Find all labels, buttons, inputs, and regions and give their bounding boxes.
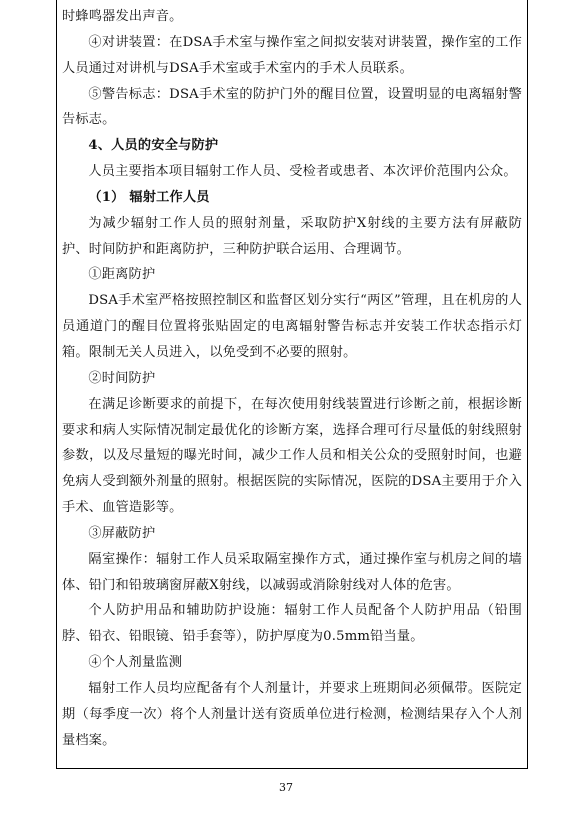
- section-heading-personnel-safety: 4、人员的安全与防护: [88, 138, 219, 154]
- paragraph-personnel-scope: 人员主要指本项目辐射工作人员、受检者或患者、本次评价范围内公众。: [88, 164, 517, 180]
- paragraph-warning-sign: ⑤警告标志：DSA手术室的防护门外的醒目位置，设置明显的电离辐射警告标志。: [62, 86, 522, 128]
- paragraph-personal-protective-equipment: 个人防护用品和辅助防护设施：辐射工作人员配备个人防护用品（铅围脖、铅衣、铅眼镜、铅手套等），防护厚度为0.5mm铅当量。: [62, 603, 522, 645]
- paragraph-protection-methods: 为减少辐射工作人员的照射剂量，采取防护X射线的主要方法有屏蔽防护、时间防护和距离防护，三种防护联合运用、合理调节。: [62, 215, 522, 257]
- item-heading-time-protection: ②时间防护: [88, 370, 156, 386]
- item-heading-dose-monitoring: ④个人剂量监测: [88, 655, 183, 671]
- item-heading-shielding-protection: ③屏蔽防护: [88, 525, 156, 541]
- paragraph-distance-protection: DSA手术室严格按照控制区和监督区划分实行“两区”管理，且在机房的人员通道门的醒目位置将张贴固定的电离辐射警告标志并安装工作状态指示灯箱。限制无关人员进入，以免受到不必要的照射。: [62, 293, 522, 360]
- page-number: 37: [279, 781, 293, 794]
- paragraph-dose-monitoring: 辐射工作人员均应配备有个人剂量计，并要求上班期间必须佩带。医院定期（每季度一次）将个人剂量计送有资质单位进行检测，检测结果存入个人剂量档案。: [62, 680, 522, 748]
- subsection-heading-radiation-workers: （1） 辐射工作人员: [88, 189, 210, 205]
- item-heading-distance-protection: ①距离防护: [88, 267, 156, 283]
- paragraph-intercom: ④对讲装置：在DSA手术室与操作室之间拟安装对讲装置，操作室的工作人员通过对讲机与DSA手术室或手术室内的手术人员联系。: [62, 34, 522, 76]
- paragraph-time-protection: 在满足诊断要求的前提下，在每次使用射线装置进行诊断之前，根据诊断要求和病人实际情况制定最优化的诊断方案，选择合理可行尽量低的射线照射参数，以及尽量短的曝光时间，减少工作人员和相关公众的受照射时间，也避免病人受到额外剂量的照射。根据医院的实际情况，医院的DSA主要用于介入手术、血管造影等。: [62, 396, 522, 516]
- document-body: [62, 4, 522, 753]
- paragraph-separate-room-operation: 隔室操作：辐射工作人员采取隔室操作方式，通过操作室与机房之间的墙体、铅门和铅玻璃窗屏蔽X射线，以减弱或消除射线对人体的危害。: [62, 551, 522, 593]
- paragraph-continuation: 时蜂鸣器发出声音。: [62, 9, 183, 24]
